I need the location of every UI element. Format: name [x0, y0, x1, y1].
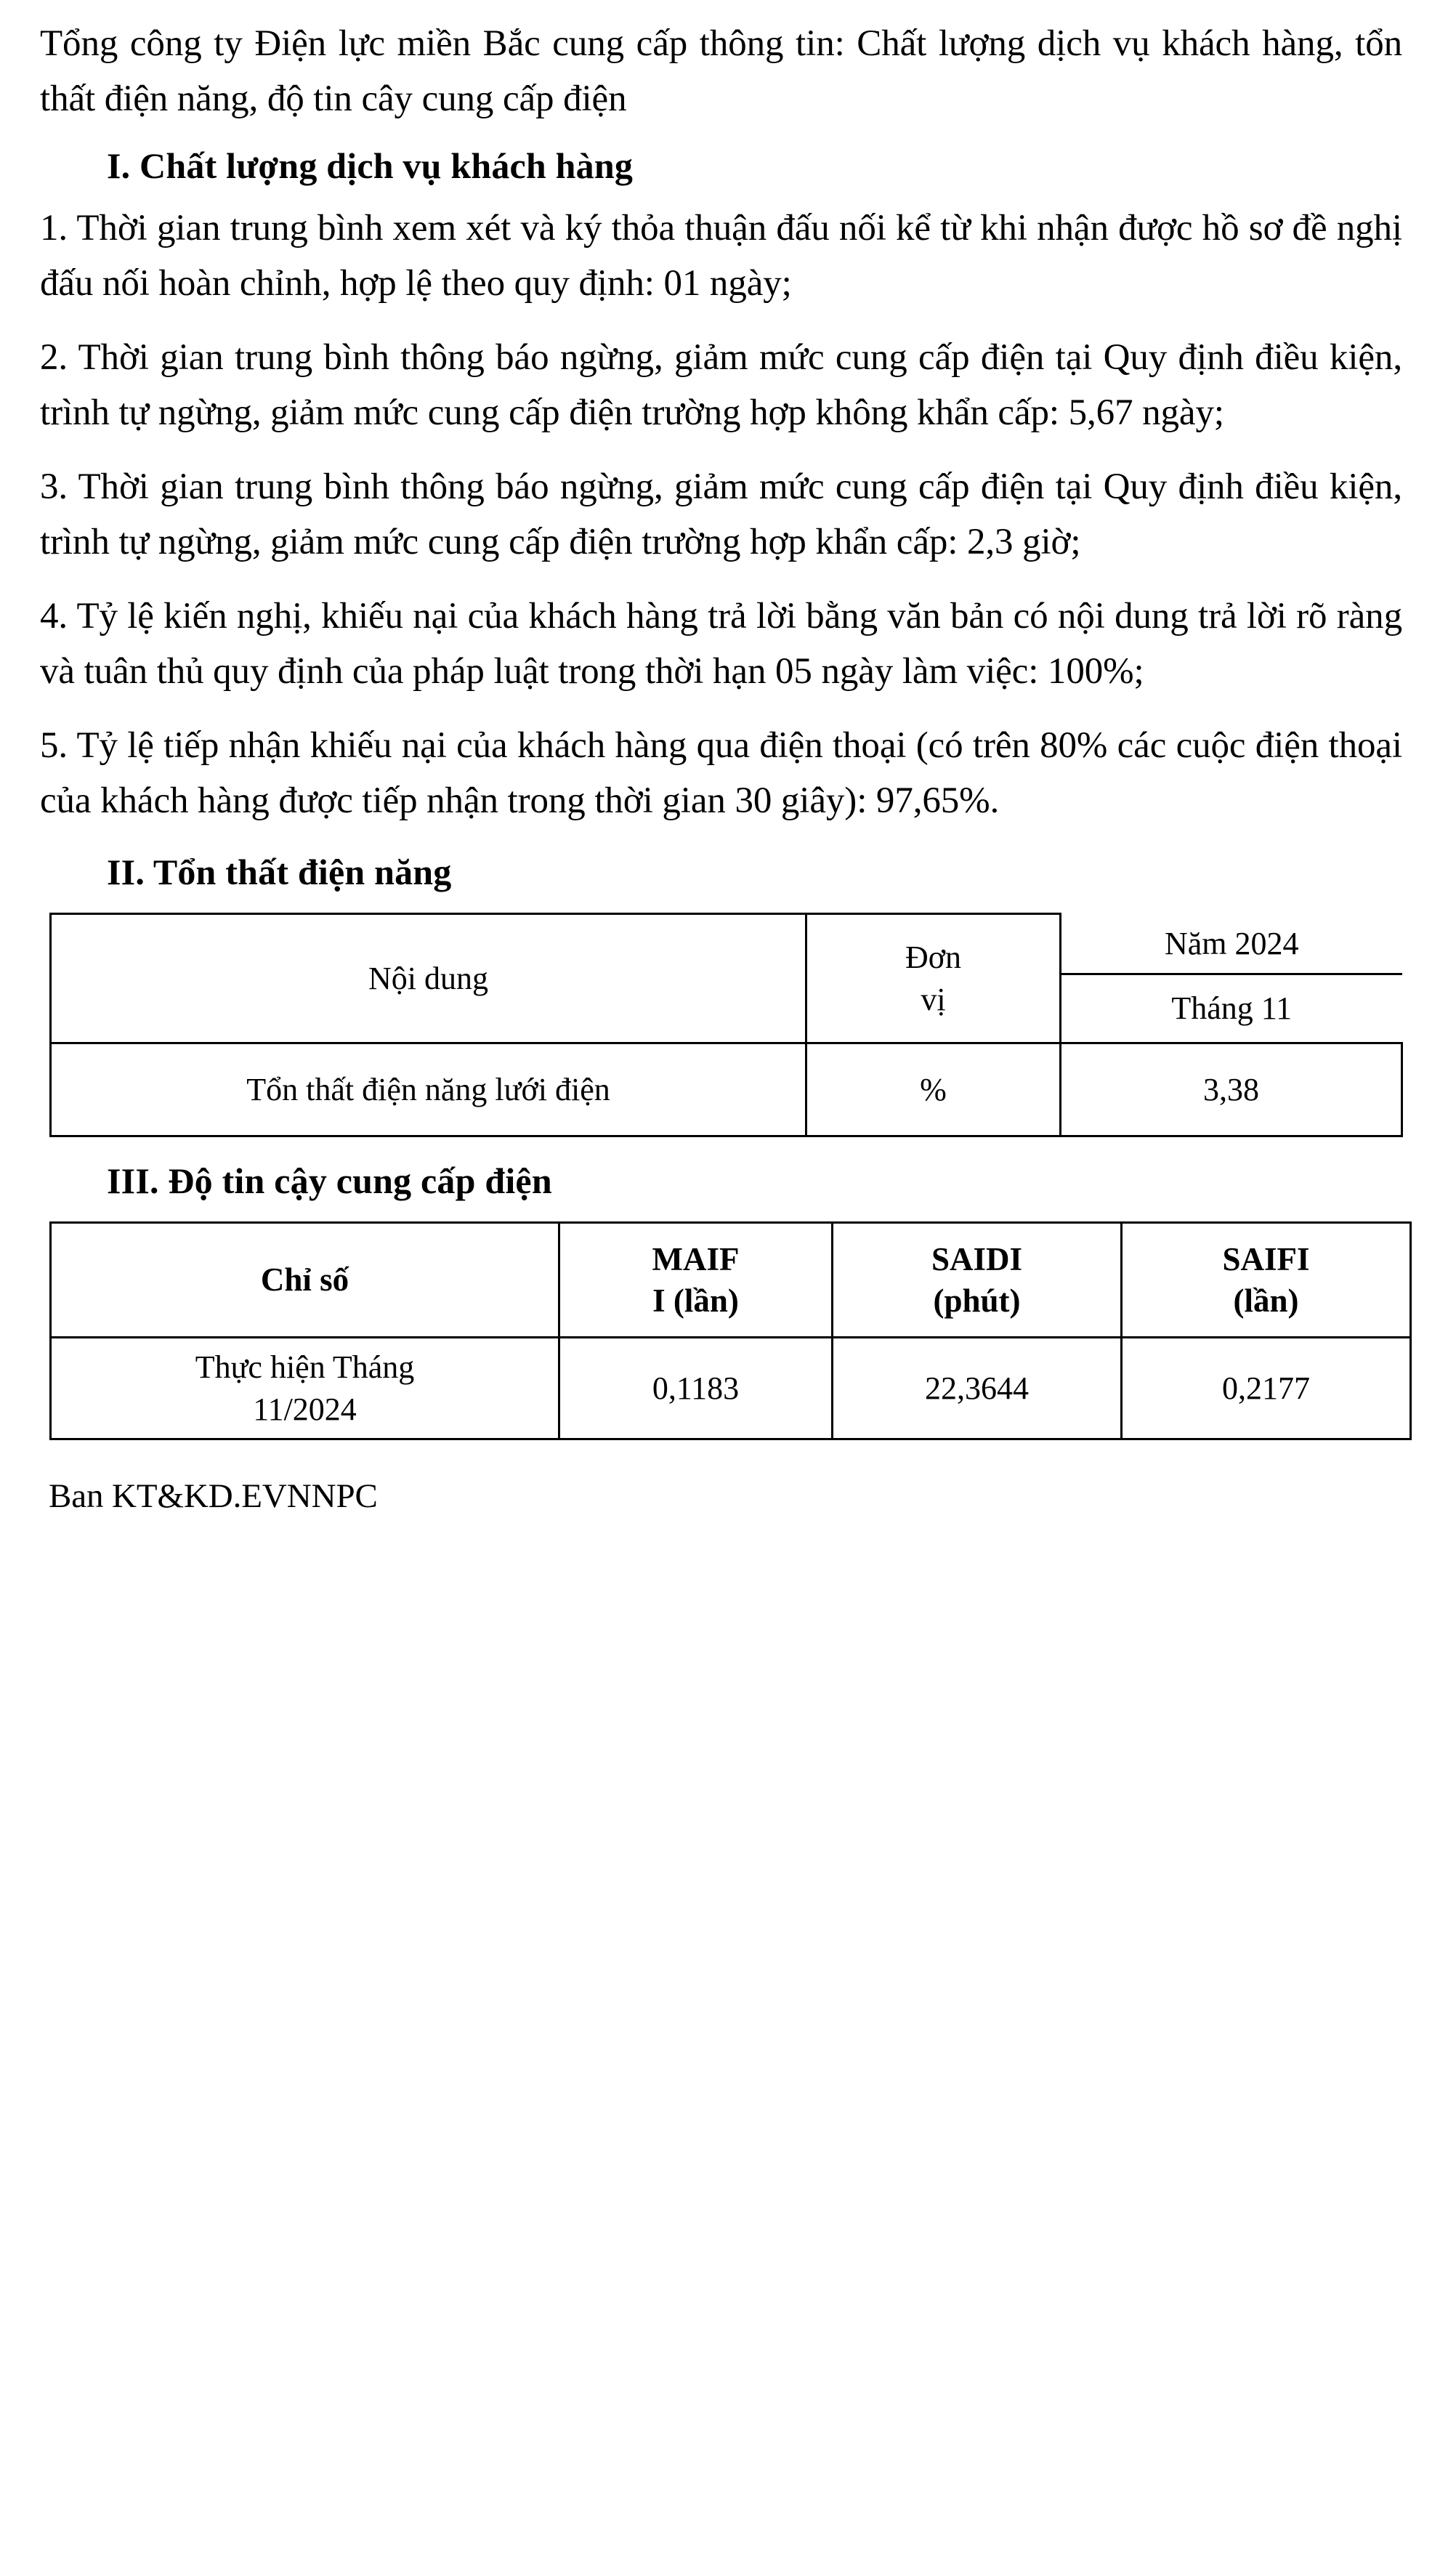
header-unit-line-2: vị — [921, 981, 946, 1017]
section-1-item-5: 5. Tỷ lệ tiếp nhận khiếu nại của khách hàng qua điện thoại (có trên 80% các cuộc điện thoại của khách hàng được tiếp nhận trong thời gian 30 giây): 97,65%. — [40, 725, 1402, 821]
header-maifi-line-2: I (lần) — [652, 1282, 739, 1319]
header-maifi-line-1: MAIF — [652, 1240, 740, 1277]
header-cell-year: Năm 2024 — [1061, 914, 1402, 974]
cell-maifi-value: 0,1183 — [559, 1338, 833, 1439]
cell-loss-value: 3,38 — [1061, 1043, 1402, 1136]
header-saifi-line-1: SAIFI — [1222, 1240, 1310, 1277]
cell-loss-content: Tổn thất điện năng lưới điện — [51, 1043, 806, 1136]
document-title: Tổng công ty Điện lực miền Bắc cung cấp thông tin: Chất lượng dịch vụ khách hàng, tổn thất điện năng, độ tin cây cung cấp điện — [40, 23, 1402, 119]
period-subtable — [1061, 914, 1402, 1041]
cell-period-line-2: 11/2024 — [253, 1391, 357, 1427]
section-1-item-2: 2. Thời gian trung bình thông báo ngừng, giảm mức cung cấp điện tại Quy định điều kiện, trình tự ngừng, giảm mức cung cấp điện trường hợp không khẩn cấp: 5,67 ngày; — [40, 337, 1402, 433]
section-1-item-1: 1. Thời gian trung bình xem xét và ký thỏa thuận đấu nối kể từ khi nhận được hồ sơ đề nghị đấu nối hoàn chỉnh, hợp lệ theo quy định: 01 ngày; — [40, 208, 1402, 304]
table-header-row — [51, 914, 1402, 1043]
cell-loss-unit: % — [806, 1043, 1061, 1136]
reliability-table — [49, 1221, 1412, 1440]
header-cell-index: Chỉ số — [51, 1223, 559, 1338]
power-loss-table — [49, 913, 1403, 1137]
section-1-item-3: 3. Thời gian trung bình thông báo ngừng, giảm mức cung cấp điện tại Quy định điều kiện, trình tự ngừng, giảm mức cung cấp điện trường hợp khẩn cấp: 2,3 giờ; — [40, 466, 1402, 562]
header-saidi-line-2: (phút) — [933, 1282, 1021, 1319]
header-cell-saifi — [1122, 1223, 1411, 1338]
table-row — [51, 1338, 1411, 1439]
cell-saifi-value: 0,2177 — [1122, 1338, 1411, 1439]
header-cell-saidi — [833, 1223, 1122, 1338]
header-cell-maifi — [559, 1223, 833, 1338]
table-row — [51, 1043, 1402, 1136]
period-month-row — [1061, 974, 1402, 1041]
cell-period-line-1: Thực hiện Tháng — [195, 1349, 415, 1385]
header-cell-unit — [806, 914, 1061, 1043]
section-1-item-4: 4. Tỷ lệ kiến nghị, khiếu nại của khách hàng trả lời bằng văn bản có nội dung trả lời rõ ràng và tuân thủ quy định của pháp luật trong thời hạn 05 ngày làm việc: 100%; — [40, 596, 1402, 692]
header-cell-content: Nội dung — [51, 914, 806, 1043]
header-saifi-line-2: (lần) — [1233, 1282, 1299, 1319]
cell-period-label — [51, 1338, 559, 1439]
cell-saidi-value: 22,3644 — [833, 1338, 1122, 1439]
period-year-row — [1061, 914, 1402, 974]
footer-signature: Ban KT&KD.EVNNPC — [49, 1477, 378, 1515]
header-cell-period — [1061, 914, 1402, 1043]
section-3-heading: III. Độ tin cậy cung cấp điện — [107, 1160, 552, 1201]
header-cell-month: Tháng 11 — [1171, 990, 1293, 1026]
header-unit-line-1: Đơn — [905, 939, 962, 975]
header-saidi-line-1: SAIDI — [931, 1240, 1023, 1277]
section-1-heading: I. Chất lượng dịch vụ khách hàng — [107, 145, 634, 186]
table-header-row — [51, 1223, 1411, 1338]
section-2-heading: II. Tổn thất điện năng — [107, 852, 452, 892]
